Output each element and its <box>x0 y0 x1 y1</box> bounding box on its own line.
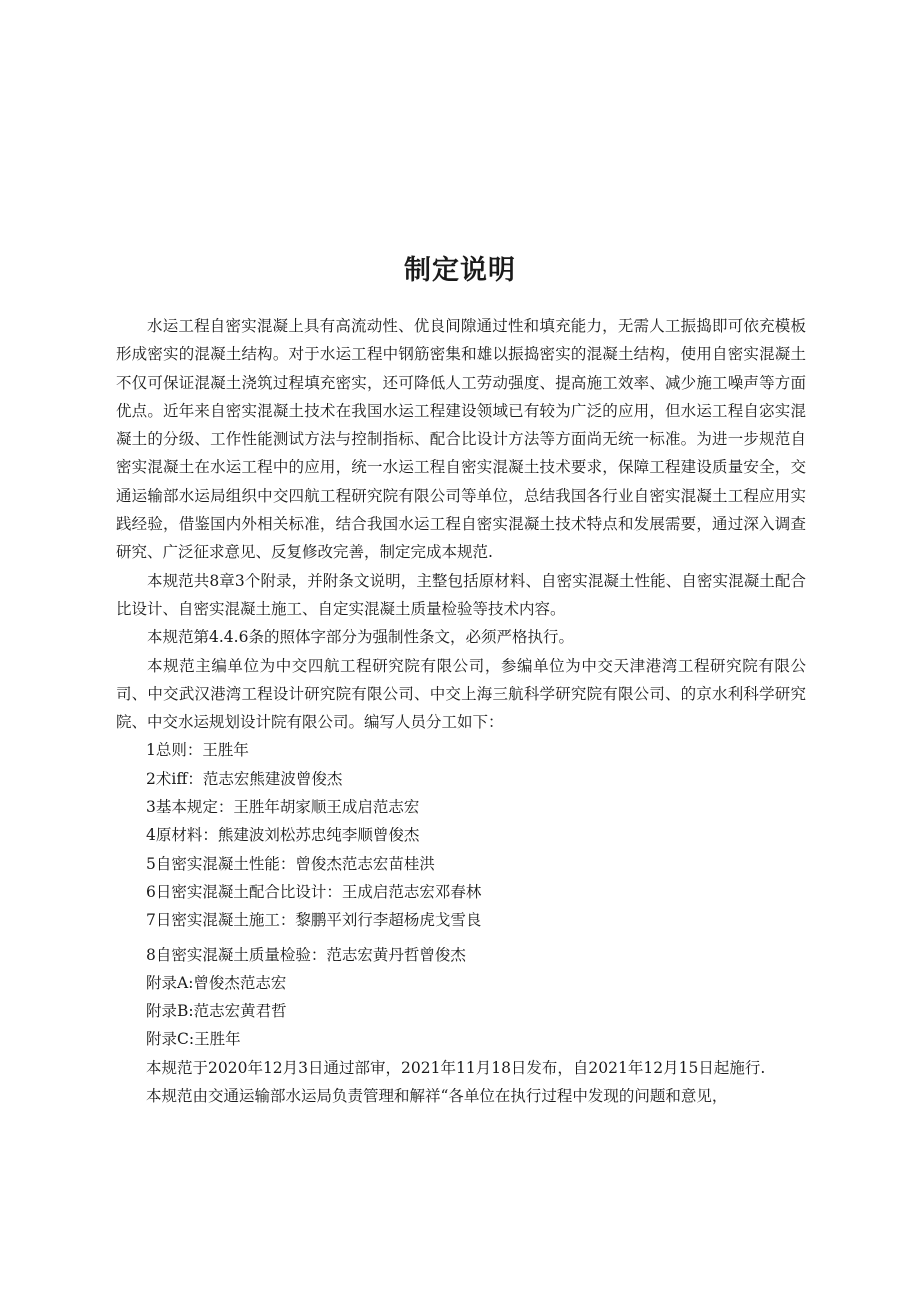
management-line: 本规范由交通运输部水运局负责管理和解祥“各单位在执行过程中发现的问题和意见， <box>146 1087 728 1106</box>
assignment-item: 6日密实混凝土配合比设计：王成启范志宏邓春林 <box>146 882 482 901</box>
assignment-item: 3基本规定：王胜年胡家顺王成启范志宏 <box>146 798 420 817</box>
appendix-author-item: 附录C:王胜年 <box>146 1030 241 1049</box>
scope-paragraph: 本规范共8章3个附录，并附条文说明，主整包括原材料、自密实混凝土性能、自密实混凝土配合比设计、自密实混凝土施工、自定实混凝土质量检验等技术内容。 <box>116 571 806 618</box>
assignment-item: 2术iff：范志宏熊建波曾俊杰 <box>146 769 343 788</box>
intro-paragraph: 水运工程自密实混凝上具有高流动性、优良间隙通过性和填充能力，无需人工振捣即可依充模板形成密实的混凝土结构。对于水运工程中钢筋密集和雄以振捣密实的混凝土结构，使用自密实混凝土不仅可保证混凝土浇筑过程填充密实，还可降低人工劳动强度、提高施工效率、减少施工噪声等方面优点。近年来自密实混凝土技术在我国水运工程建设领域已有较为广泛的应用，但水运工程自宓实混凝土的分级、工作性能测试方法与控制指标、配合比设计方法等方面尚无统一标准。为进一步规范自密实混凝土在水运工程中的应用，统一水运工程自密实混凝土技术要求，保障工程建设质量安全，交通运输部水运局组织中交四航工程研究院有限公司等单位，总结我国各行业自密实混凝土工程应用实践经验，借鉴国内外相关标准，结合我国水运工程自密实混凝土技术特点和发展需要，通过深入调查研究、广泛征求意见、反复修改完善，制定完成本规范. <box>116 317 806 562</box>
mandatory-clause-paragraph: 本规范第4.4.6条的照体字部分为强制性条文，必须严格执行。 <box>147 628 574 647</box>
assignment-item: 8自密实混凝土质量检验：范志宏黄丹哲曾俊杰 <box>146 945 466 964</box>
appendix-author-item: 附录B:范志宏黄君哲 <box>146 1002 287 1021</box>
appendix-author-item: 附录A:曾俊杰范志宏 <box>146 973 287 992</box>
assignment-item: 4原材料：熊建波刘松苏忠纯李顺曾俊杰 <box>146 826 420 845</box>
assignment-item: 1总则：王胜年 <box>146 741 249 760</box>
units-paragraph: 本规范主编单位为中交四航工程研究院有限公司，参编单位为中交天津港湾工程研究院有限公司、中交武汉港湾工程设计研究院有限公司、中交上海三航科学研究院有限公司、的京水利科学研究院、中交水运规划设计院有限公司。编写人员分工如下： <box>116 656 806 732</box>
page-title: 制定说明 <box>404 255 516 286</box>
document-body <box>116 312 806 1110</box>
effective-date-line: 本规范于2020年12月3日通过部审，2021年11月18日发布，自2021年12月15日起施行. <box>146 1058 766 1077</box>
assignment-item: 7日密实混凝土施工：黎鹏平刘行李超杨虎戈雪良 <box>146 911 482 930</box>
assignment-item: 5自密实混凝土性能：曾俊杰范志宏苗桂洪 <box>146 854 435 873</box>
